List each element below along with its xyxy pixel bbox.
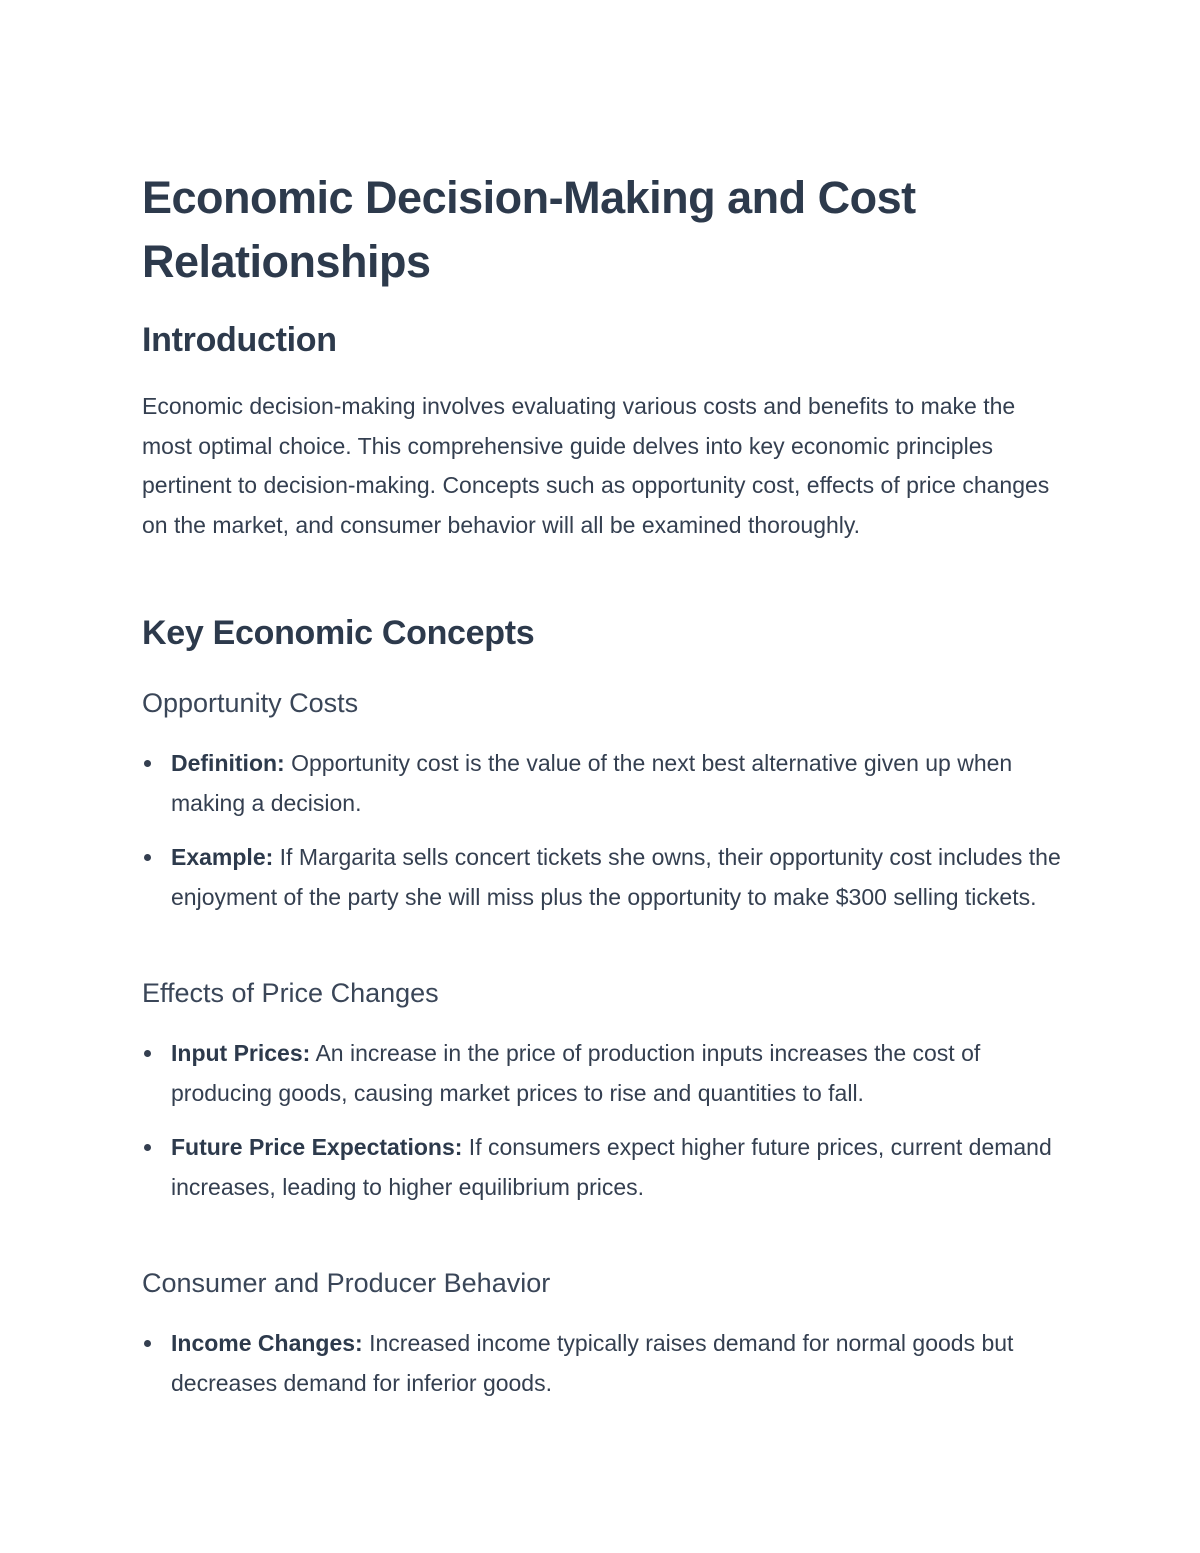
bullet-icon: [144, 1340, 151, 1347]
list-item: [142, 838, 1072, 917]
consumer-behavior-list: [142, 1324, 1072, 1403]
list-item-text: Opportunity cost is the value of the next best alternative given up when making a decision.: [171, 750, 1013, 816]
section-heading-effects-of-price-changes: Effects of Price Changes: [142, 978, 439, 1008]
list-item: [142, 1324, 1072, 1403]
list-item-term: Definition:: [171, 750, 285, 776]
price-changes-list: [142, 1034, 1072, 1207]
introduction-paragraph: Economic decision-making involves evaluating various costs and benefits to make the most optimal choice. This comprehensive guide delves into key economic principles pertinent to decision-making. Concepts such as opportunity cost, effects of price changes on the market, and consumer behavior will all be examined thoroughly.: [142, 393, 1050, 538]
list-item: [142, 1034, 1072, 1113]
bullet-icon: [144, 1144, 151, 1151]
opportunity-costs-list: [142, 744, 1072, 917]
section-heading-consumer-producer-behavior: Consumer and Producer Behavior: [142, 1268, 551, 1298]
list-item-term: Income Changes:: [171, 1330, 363, 1356]
introduction-heading: Introduction: [142, 321, 337, 359]
list-item: [142, 744, 1072, 823]
key-concepts-heading: Key Economic Concepts: [142, 614, 535, 652]
list-item-text: An increase in the price of production inputs increases the cost of producing goods, causing market prices to rise and quantities to fall.: [171, 1040, 981, 1106]
section-heading-opportunity-costs: Opportunity Costs: [142, 688, 359, 718]
document-title: Economic Decision-Making and Cost Relationships: [142, 172, 916, 287]
list-item-term: Example:: [171, 844, 274, 870]
list-item-text: If Margarita sells concert tickets she owns, their opportunity cost includes the enjoyment of the party she will miss plus the opportunity to make $300 selling tickets.: [171, 844, 1061, 910]
bullet-icon: [144, 760, 151, 767]
list-item-term: Future Price Expectations:: [171, 1134, 463, 1160]
bullet-icon: [144, 1050, 151, 1057]
bullet-icon: [144, 854, 151, 861]
list-item: [142, 1128, 1072, 1207]
list-item-text: Increased income typically raises demand for normal goods but decreases demand for inferior goods.: [171, 1330, 1014, 1396]
list-item-term: Input Prices:: [171, 1040, 311, 1066]
list-item-text: If consumers expect higher future prices, current demand increases, leading to higher equilibrium prices.: [171, 1134, 1052, 1200]
